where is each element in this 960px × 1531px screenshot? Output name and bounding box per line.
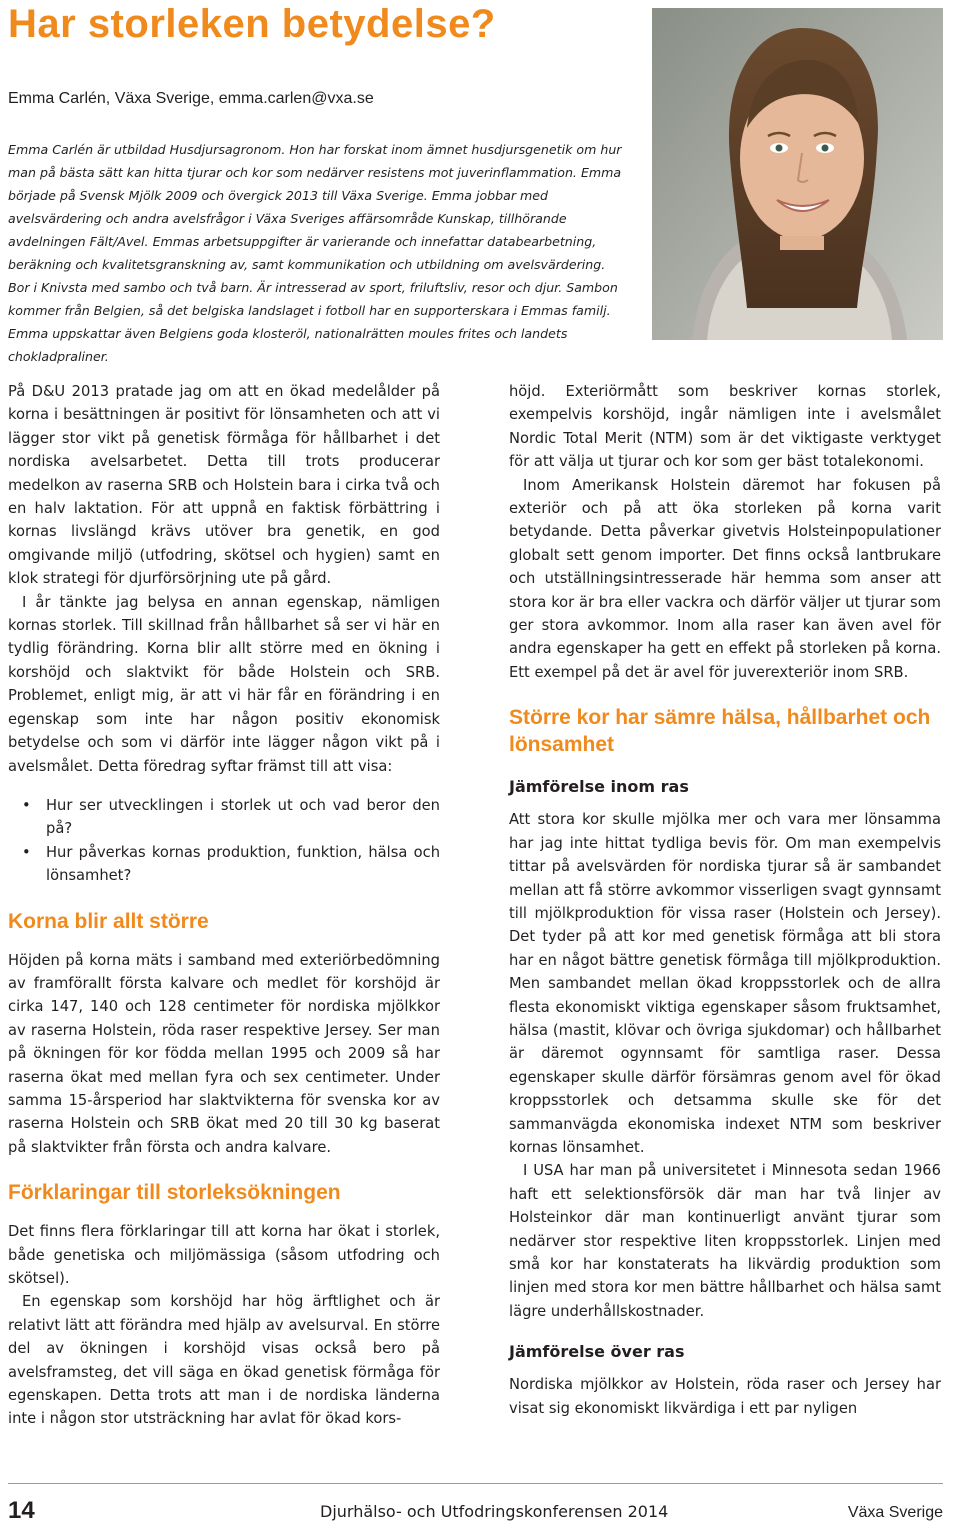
paragraph: I USA har man på universitetet i Minnesota sedan 1966 haft ett selektionsförsök där man har två linjer av Holsteinkor där man kontinuerligt använt tjurar som nedärver stor respektive liten kroppsstorlek. Linjen med små kor har konstaterats ha likvärdig produktion som linjen med stora kor men bättre hållbarhet och hälsa samt lägre underhållskostnader.: [509, 1162, 941, 1320]
subsection-heading: Jämförelse inom ras: [509, 777, 689, 797]
author-byline: Emma Carlén, Växa Sverige, emma.carlen@vxa.se: [8, 90, 374, 107]
section-heading: Förklaringar till storleksökningen: [8, 1181, 341, 1205]
section-heading: Korna blir allt större: [8, 909, 209, 933]
paragraph: Det finns flera förklaringar till att korna har ökat i storlek, både genetiska och miljömässiga (såsom utfodring och skötsel).: [8, 1223, 440, 1287]
paragraph: Nordiska mjölkkor av Holstein, röda raser och Jersey har visat sig ekonomiskt likvärdiga i ett par nyligen: [509, 1376, 941, 1417]
paragraph: Höjden på korna mäts i samband med exteriörbedömning av framförallt första kalvare och medlet för korshöjd är cirka 147, 140 och 128 centimeter för nordiska mjölkkor av raserna Holstein, röda raser respektive Jersey. Ser man på ökningen för kor födda mellan 1995 och 2009 så har raserna ökat med mellan fyra och sex centimeter. Under samma 15-årsperiod har slaktvikterna för svenska kor av raserna Holstein och SRB ökat med 20 till 30 kg baserat på slaktvikter från första och andra kalvare.: [8, 951, 440, 1156]
paragraph: En egenskap som korshöjd har hög ärftlighet och är relativt lätt att förändra med hjälp av avelsurval. En större del av ökningen i korshöjd visas också bero på avelsframsteg, det vill säga en ökad genetisk förmåga för egenskapen. Detta trots att man i de nordiska länderna inte i någon stor utsträckning har avlat för ökad kors-: [8, 1293, 440, 1428]
portrait-image: [652, 8, 943, 340]
subsection-heading: Jämförelse över ras: [509, 1342, 685, 1362]
page-title: Har storleken betydelse?: [8, 2, 496, 46]
section-heading: Större kor har sämre hälsa, hållbarhet och lönsamhet: [509, 706, 931, 757]
bullet-item: • Hur påverkas kornas produktion, funktion, hälsa och lönsamhet?: [8, 841, 440, 888]
paragraph: På D&U 2013 pratade jag om att en ökad medelålder på korna i besättningen är positivt för lönsamheten och att vi lägger stor vikt på genetisk förmåga för hållbarhet i det nordiska avelsarbetet. Detta till trots producerar medelkon av raserna SRB och Holstein bara i cirka två och en halv laktation. För att uppnå en faktisk förbättring i kornas livslängd krävs utöver bra genetik, en god omgivande miljö (utfodring, skötsel och hygien) samt en klok strategi för djurförsörjning ute på gård.: [8, 383, 440, 588]
footer-divider: [8, 1483, 943, 1484]
author-photo: [652, 8, 943, 340]
bullet-item: • Hur ser utvecklingen i storlek ut och vad beror den på?: [8, 794, 440, 841]
page-number: 14: [8, 1497, 35, 1524]
author-bio: Emma Carlén är utbildad Husdjursagronom. Hon har forskat inom ämnet husdjursgenetik om hur man på bästa sätt kan hitta tjurar och kor som nedärver resistens mot juverinflammation. Emma började på Svensk Mjölk 2009 och övergick 2013 till Växa Sverige. Emma jobbar med avelsvärdering och andra avelsfrågor i Växa Sveriges affärsområde Kunskap, tillhörande avdelningen Fält/Avel. Emmas arbetsuppgifter är varierande och innefattar databearbetning, beräkning och kvalitetsgranskning av, samt kommunikation och utbildning om avelsvärdering. Bor i Knivsta med sambo och två barn. Är intresserad av sport, friluftsliv, resor och djur. Sambon kommer från Belgien, så det belgiska landslaget i fotboll har en supporterskara i Emmas familj. Emma uppskattar även Belgiens goda klosteröl, nationalrätten moules frites och landets chokladpraliner.: [8, 142, 622, 364]
footer-organization: Växa Sverige: [847, 1504, 943, 1521]
right-column: [509, 380, 941, 1420]
paragraph: Inom Amerikansk Holstein däremot har fokusen på exteriör och på att öka storleken på korna varit betydande. Detta påverkar givetvis Holsteinpopulationer globalt sett genom importer. Det finns också lantbrukare och utställningsintresserade här hemma som anser att stora kor är bra eller vackra och därför väljer ut tjurar som ger stora avkommor. Inom alla raser kan även avel för andra egenskaper ha gett en effekt på storleken på korna. Ett exempel på det är avel för juverexteriör inom SRB.: [509, 476, 941, 681]
paragraph: Att stora kor skulle mjölka mer och vara mer lönsamma har jag inte hittat tydliga bevis för. Om man exempelvis tittar på avelsvärden för nordiska tjurar så är sambandet mellan att få större avkommor visserligen svagt gynnsamt till mjölkproduktion för vissa raser (Holstein och Jersey). Det tyder på att kor med genetisk förmåga att bli stora har en något bättre genetisk förmåga till mjölkproduktion. Men sambandet mellan ökad kroppsstorlek och de allra flesta ekonomiskt viktiga egenskaper såsom fruktsamhet, hälsa (mastit, klövar och övriga sjukdomar) och hållbarhet är däremot ogynnsamt för samtliga raser. Dessa egenskaper skulle därför försämras genom avel för ökad kroppsstorlek och detsamma skulle ske för det sammanvägda ekonomiska indexet NTM som beskriver kornas lönsamhet.: [509, 811, 941, 1156]
paragraph: höjd. Exteriörmått som beskriver kornas storlek, exempelvis korshöjd, ingår nämligen inte i avelsmålet Nordic Total Merit (NTM) som är det viktigaste verktyget för att välja ut tjurar och kor som ger bäst totalekonomi.: [509, 383, 941, 471]
bullet-list: [8, 794, 440, 888]
footer-conference: Djurhälso- och Utfodringskonferensen 2014: [320, 1502, 669, 1521]
left-column: [8, 380, 440, 1431]
paragraph: I år tänkte jag belysa en annan egenskap, nämligen kornas storlek. Till skillnad från hållbarhet så ser vi här en tydlig förändring. Korna blir allt större med en ökning i korshöjd och slaktvikt för både Holstein och SRB. Problemet, enligt mig, är att vi här får en förändring i en egenskap som inte har någon positiv ekonomisk betydelse och som vi därför inte lägger någon vikt på i avelsmålet. Detta föredrag syftar främst till att visa:: [8, 593, 440, 775]
